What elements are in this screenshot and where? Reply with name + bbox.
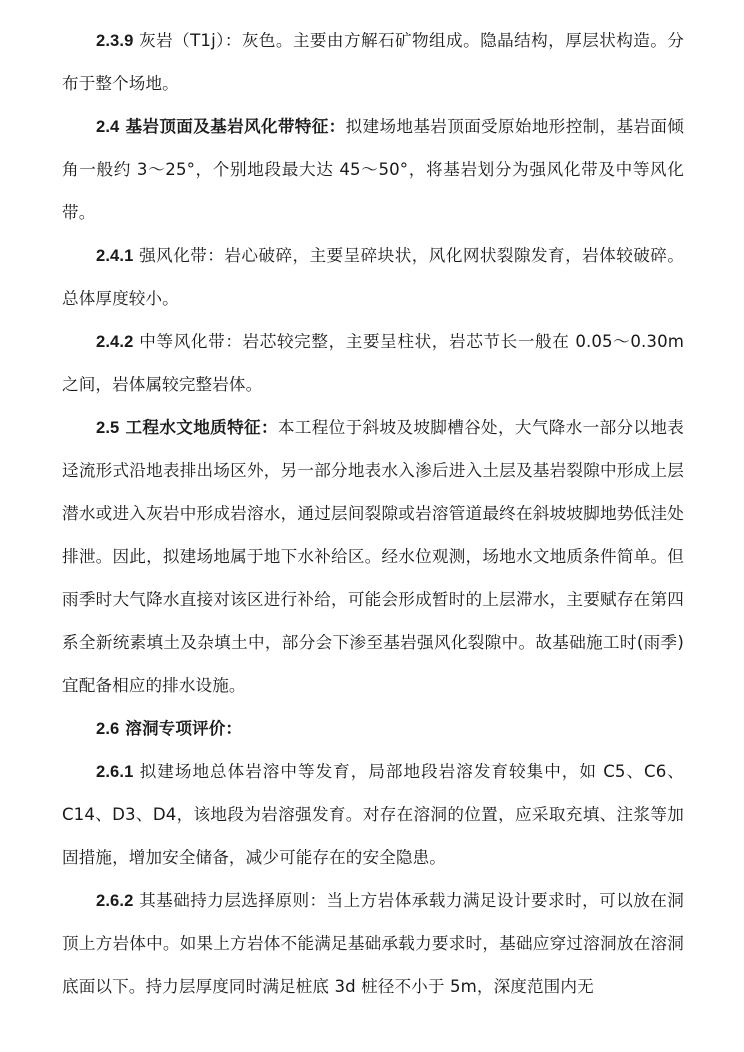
paragraph-text: 灰岩（T1j）：灰色。主要由方解石矿物组成。隐晶结构，厚层状构造。分布于整个场地。: [62, 31, 684, 93]
paragraph-text: 中等风化带：岩芯较完整，主要呈柱状，岩芯节长一般在 0.05～0.30m 之间，岩体属较完整岩体。: [62, 332, 684, 394]
section-heading: 溶洞专项评价：: [119, 719, 243, 738]
paragraph-2-4-1: [62, 234, 684, 320]
section-number: 2.4.1: [96, 246, 134, 265]
section-number: 2.6.1: [96, 762, 134, 781]
paragraph-2-4: [62, 105, 684, 234]
paragraph-2-6: [62, 707, 684, 750]
paragraph-text: 拟建场地基岩顶面受原始地形控制，基岩面倾角一般约 3～25°，个别地段最大达 45～50°，将基岩划分为强风化带及中等风化带。: [62, 117, 684, 222]
document-page: [62, 19, 684, 1008]
section-number: 2.4: [96, 117, 120, 136]
section-heading: 基岩顶面及基岩风化带特征：: [119, 117, 346, 136]
section-heading: 工程水文地质特征：: [119, 418, 278, 437]
section-number: 2.4.2: [96, 332, 134, 351]
paragraph-2-3-9: [62, 19, 684, 105]
paragraph-2-6-1: [62, 750, 684, 879]
section-number: 2.6.2: [96, 891, 134, 910]
paragraph-2-4-2: [62, 320, 684, 406]
section-number: 2.6: [96, 719, 120, 738]
section-number: 2.5: [96, 418, 120, 437]
paragraph-text: 强风化带：岩心破碎，主要呈碎块状，风化网状裂隙发育，岩体较破碎。总体厚度较小。: [62, 246, 684, 308]
paragraph-text: 拟建场地总体岩溶中等发育，局部地段岩溶发育较集中，如 C5、C6、C14、D3、D4，该地段为岩溶强发育。对存在溶洞的位置，应采取充填、注浆等加固措施，增加安全储备，减少可能存在的安全隐患。: [62, 762, 684, 867]
paragraph-text: 本工程位于斜坡及坡脚槽谷处，大气降水一部分以地表迳流形式沿地表排出场区外，另一部分地表水入渗后进入土层及基岩裂隙中形成上层潜水或进入灰岩中形成岩溶水，通过层间裂隙或岩溶管道最终在斜坡坡脚地势低洼处排泄。因此，拟建场地属于地下水补给区。经水位观测，场地水文地质条件简单。但雨季时大气降水直接对该区进行补给，可能会形成暂时的上层滞水，主要赋存在第四系全新统素填土及杂填土中，部分会下渗至基岩强风化裂隙中。故基础施工时(雨季)宜配备相应的排水设施。: [62, 418, 684, 695]
paragraph-2-6-2: [62, 879, 684, 1008]
section-number: 2.3.9: [96, 31, 134, 50]
paragraph-text: 其基础持力层选择原则：当上方岩体承载力满足设计要求时，可以放在洞顶上方岩体中。如果上方岩体不能满足基础承载力要求时，基础应穿过溶洞放在溶洞底面以下。持力层厚度同时满足桩底 3d 桩径不小于 5m，深度范围内无: [62, 891, 684, 996]
paragraph-2-5: [62, 406, 684, 707]
